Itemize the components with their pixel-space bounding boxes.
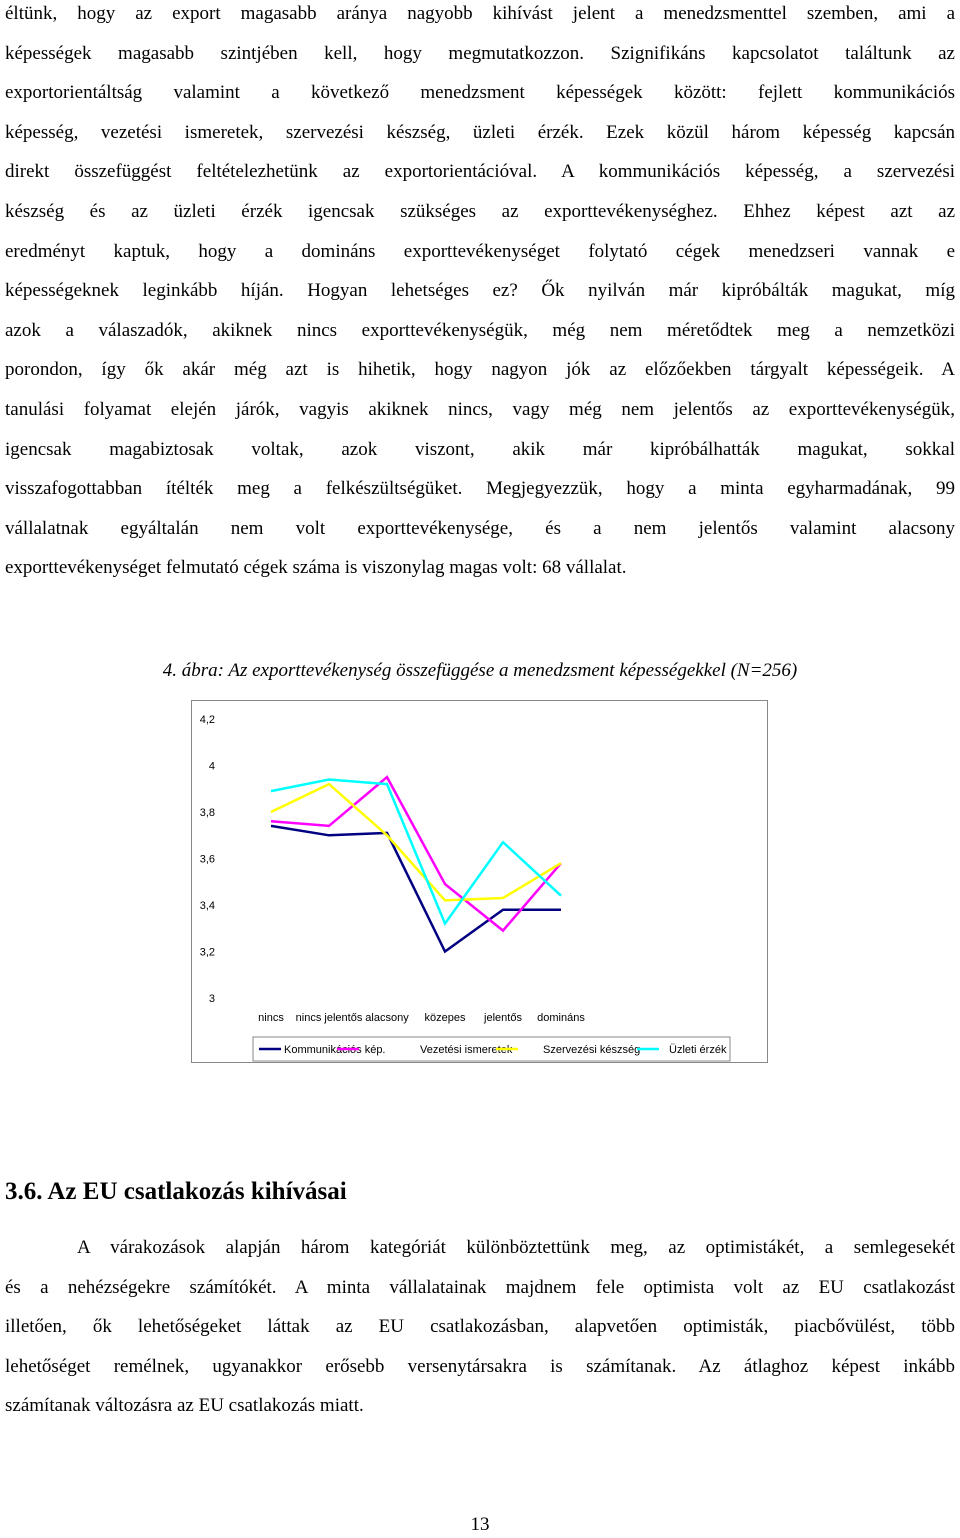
text-line: tanulási folyamat elején járók, vagyis akiknek nincs, vagy még nem jelentős az exporttevékenységük, bbox=[5, 398, 955, 420]
legend-label: Üzleti érzék bbox=[669, 1044, 727, 1056]
x-tick-label: domináns bbox=[537, 1012, 585, 1024]
page-number: 13 bbox=[470, 1514, 490, 1535]
x-tick-label: közepes bbox=[424, 1012, 466, 1024]
chart-svg bbox=[191, 700, 768, 1063]
legend-label: Kommunikációs kép. bbox=[284, 1044, 386, 1056]
text-line: készség és az üzleti érzék igencsak szükséges az exporttevékenységhez. Ehhez képest azt az bbox=[5, 200, 955, 222]
body-paragraph-1 bbox=[5, 0, 955, 588]
chart-border bbox=[192, 701, 768, 1063]
line-chart bbox=[191, 700, 768, 1063]
legend-label: Vezetési ismeretek bbox=[420, 1044, 513, 1056]
text-line: vállalatnak egyáltalán nem volt exporttevékenysége, és a nem jelentős valamint alacsony bbox=[5, 517, 955, 539]
text-line: éltünk, hogy az export magasabb aránya nagyobb kihívást jelent a menedzsmenttel szemben, ami a bbox=[5, 3, 955, 24]
x-tick-label: jelentős bbox=[484, 1012, 522, 1024]
text-line: számítanak változásra az EU csatlakozás miatt. bbox=[5, 1395, 364, 1417]
figure-caption: 4. ábra: Az exporttevékenység összefüggése a menedzsment képességekkel (N=256) bbox=[162, 660, 798, 681]
text-line: képességek magasabb szintjében kell, hogy megmutatkozzon. Szignifikáns kapcsolatot találtunk az bbox=[5, 42, 955, 64]
y-tick-label: 3,6 bbox=[199, 853, 215, 866]
text-line: és a nehézségekre számítókét. A minta vállalatainak majdnem fele optimista volt az EU csatlakozást bbox=[5, 1276, 955, 1298]
text-line: lehetőséget remélnek, ugyanakkor erősebb versenytársakra is számítanak. Az átlaghoz képest inkább bbox=[5, 1355, 955, 1377]
x-tick-label: nincs jelentős bbox=[295, 1012, 363, 1024]
y-tick-label: 3 bbox=[208, 993, 215, 1005]
x-tick-label: alacsony bbox=[365, 1012, 409, 1024]
text-line: direkt összefüggést feltételezhetünk az exportorientációval. A kommunikációs képesség, a szervezési bbox=[5, 161, 955, 183]
y-tick-label: 3,2 bbox=[199, 946, 215, 959]
text-line: igencsak magabiztosak voltak, azok viszont, akik már kipróbálhatták magukat, sokkal bbox=[5, 438, 955, 460]
text-line: képességeknek leginkább híján. Hogyan lehetséges ez? Ők nyilván már kipróbálták magukat, míg bbox=[5, 280, 955, 302]
y-tick-label: 4 bbox=[208, 760, 215, 773]
text-line: A várakozások alapján három kategóriát különböztettünk meg, az optimistákét, a semlegesekét bbox=[77, 1237, 955, 1258]
text-line: visszafogottabban ítélték meg a felkészültségüket. Megjegyezzük, hogy a minta egyharmadának, 99 bbox=[5, 478, 955, 500]
section-heading: 3.6. Az EU csatlakozás kihívásai bbox=[5, 1178, 347, 1205]
text-line: exporttevékenységet felmutató cégek száma is viszonylag magas volt: 68 vállalat. bbox=[5, 557, 627, 579]
text-line: porondon, így ők akár még azt is hihetik, hogy nagyon jók az előzőekben tárgyalt képességeik. A bbox=[5, 359, 955, 381]
x-tick-label: nincs bbox=[258, 1012, 284, 1024]
legend-label: Szervezési készség bbox=[543, 1044, 641, 1056]
text-line: illetően, ők lehetőségeket láttak az EU csatlakozásban, alapvetően optimisták, piacbővülést, több bbox=[5, 1316, 955, 1338]
text-line: azok a válaszadók, akiknek nincs exporttevékenységük, még nem méretődtek meg a nemzetközi bbox=[5, 319, 955, 341]
chart-legend bbox=[253, 1037, 730, 1061]
text-line: eredményt kaptuk, hogy a domináns exporttevékenységet folytató cégek menedzseri vannak e bbox=[5, 240, 955, 262]
y-tick-label: 4,2 bbox=[199, 714, 215, 726]
text-line: képesség, vezetési ismeretek, szervezési készség, üzleti érzék. Ezek közül három képesség kapcsán bbox=[5, 121, 955, 143]
y-tick-label: 3,8 bbox=[199, 807, 215, 819]
y-tick-label: 3,4 bbox=[199, 900, 215, 912]
text-line: exportorientáltság valamint a következő menedzsment képességek között: fejlett kommunikációs bbox=[5, 82, 955, 104]
body-paragraph-2 bbox=[5, 1228, 955, 1426]
